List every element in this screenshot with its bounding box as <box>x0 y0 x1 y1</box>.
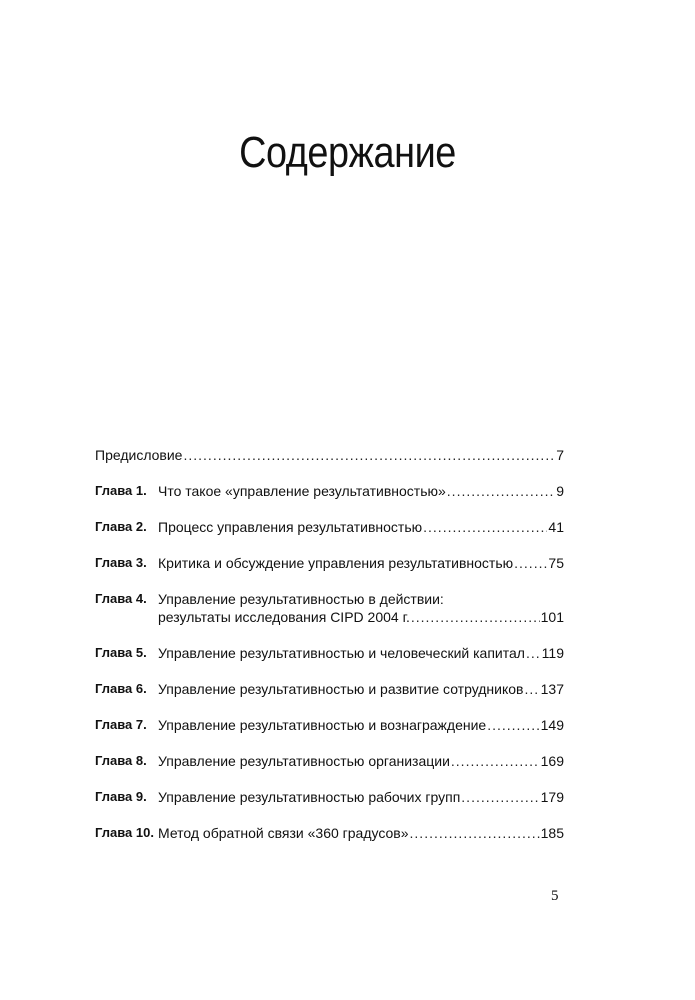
dot-leader <box>447 482 555 500</box>
toc-entry-title: Управление результативностью рабочих групп <box>158 789 461 805</box>
toc-entry-chapter-10[interactable] <box>95 824 564 842</box>
toc-entry-title: Управление результативностью и развитие сотрудников <box>158 681 524 697</box>
toc-page-number: 179 <box>540 789 564 805</box>
chapter-label: Глава 7. <box>95 717 147 732</box>
toc-entry-chapter-5[interactable] <box>95 644 564 662</box>
chapter-label: Глава 3. <box>95 555 147 570</box>
toc-page-number: 7 <box>556 447 564 463</box>
toc-entry-chapter-9[interactable] <box>95 788 564 806</box>
toc-entry-title-line-2: результаты исследования CIPD 2004 г. <box>158 609 410 625</box>
chapter-label: Глава 5. <box>95 645 147 660</box>
toc-page-number: 9 <box>556 483 564 499</box>
toc-entry-chapter-4[interactable] <box>95 590 564 626</box>
toc-page-number: 75 <box>548 555 564 571</box>
dot-leader <box>514 554 547 572</box>
toc-entry-title: Критика и обсуждение управления результативностью <box>158 555 514 571</box>
chapter-label: Глава 8. <box>95 753 147 768</box>
toc-page-number: 137 <box>540 681 564 697</box>
dot-leader <box>183 446 555 464</box>
toc-page-number: 185 <box>540 825 564 841</box>
toc-page-number: 169 <box>540 753 564 769</box>
toc-entry-chapter-6[interactable] <box>95 680 564 698</box>
toc-entry-body <box>95 446 564 464</box>
toc-entry-title: Управление результативностью и человеческий капитал <box>158 645 525 661</box>
dot-leader <box>411 608 540 626</box>
toc-entry-chapter-7[interactable] <box>95 716 564 734</box>
toc-entry-chapter-1[interactable] <box>95 482 564 500</box>
dot-leader <box>526 644 541 662</box>
dot-leader <box>487 716 539 734</box>
toc-page-number: 41 <box>548 519 564 535</box>
toc-entry-title: Управление результативностью и вознаграждение <box>158 717 487 733</box>
dot-leader <box>423 518 547 536</box>
toc-entry-chapter-3[interactable] <box>95 554 564 572</box>
chapter-label: Глава 6. <box>95 681 147 696</box>
toc-entry-title-line-1: Управление результативностью в действии: <box>158 591 444 607</box>
toc-entry-title: Что такое «управление результативностью» <box>158 483 446 499</box>
toc-entry-chapter-8[interactable] <box>95 752 564 770</box>
chapter-label: Глава 10. <box>95 825 154 840</box>
chapter-label: Глава 1. <box>95 483 147 498</box>
page-number: 5 <box>551 888 559 904</box>
table-of-contents <box>95 446 564 860</box>
toc-page-number: 119 <box>541 645 564 661</box>
dot-leader <box>524 680 539 698</box>
page-title: Содержание <box>239 128 456 177</box>
toc-entry-title: Управление результативностью организации <box>158 753 450 769</box>
dot-leader <box>451 752 540 770</box>
dot-leader <box>461 788 539 806</box>
toc-entry-chapter-2[interactable] <box>95 518 564 536</box>
toc-page-number: 101 <box>540 609 564 625</box>
toc-entry-title: Метод обратной связи «360 градусов» <box>158 825 409 841</box>
chapter-label: Глава 9. <box>95 789 147 804</box>
chapter-label: Глава 2. <box>95 519 147 534</box>
toc-page-number: 149 <box>540 717 564 733</box>
chapter-label: Глава 4. <box>95 591 147 606</box>
toc-entry-title: Предисловие <box>95 447 183 463</box>
toc-entry-title: Процесс управления результативностью <box>158 519 423 535</box>
dot-leader <box>410 824 540 842</box>
toc-entry-preface[interactable] <box>95 446 564 464</box>
